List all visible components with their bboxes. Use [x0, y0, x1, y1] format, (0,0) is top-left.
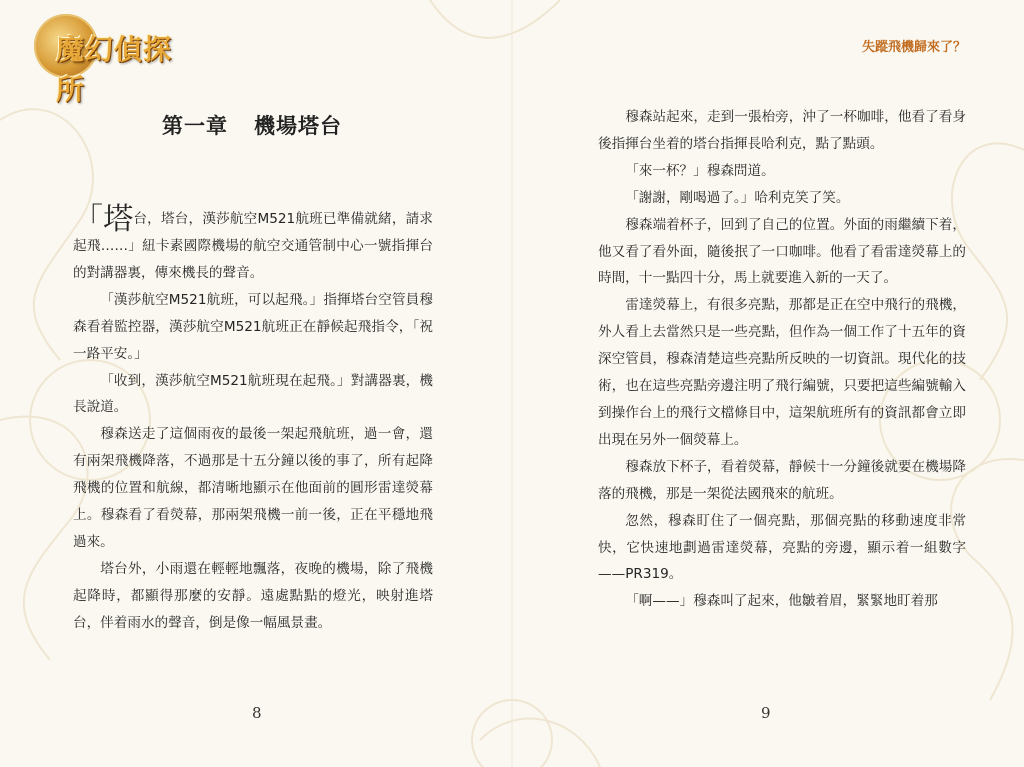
chapter-number: 第一章 — [162, 114, 228, 138]
paragraph: 「塔台，塔台，漢莎航空M521航班已準備就緒，請求起飛……」紐卡素國際機場的航空交通管制中心一號指揮台的對講器裏，傳來機長的聲音。 — [73, 202, 433, 281]
page-number: 9 — [761, 704, 771, 722]
logo-text: 魔幻偵探所 — [56, 33, 173, 106]
paragraph: 塔台外，小雨還在輕輕地飄落，夜晚的機場，除了飛機起降時，都顯得那麼的安靜。遠處點點的燈光，映射進塔台，伴着雨水的聲音，倒是像一幅風景畫。 — [73, 560, 433, 631]
paragraph: 穆森站起來，走到一張枱旁，沖了一杯咖啡，他看了看身後指揮台坐着的塔台指揮長哈利克，點了點頭。 — [598, 109, 966, 152]
paragraph: 穆森送走了這個雨夜的最後一架起飛航班，過一會，還有兩架飛機降落，不過那是十五分鐘以後的事了，所有起降飛機的位置和航線，都清晰地顯示在他面前的圓形雷達熒幕上。穆森看了看熒幕，那兩架飛機一前一後，正在平穩地飛過來。 — [73, 426, 433, 550]
paragraph: 「謝謝，剛喝過了。」哈利克笑了笑。 — [625, 189, 850, 206]
paragraph: 穆森端着杯子，回到了自己的位置。外面的雨繼續下着，他又看了看外面，隨後抿了一口咖啡。他看了看雷達熒幕上的時間，十一點四十分，馬上就要進入新的一天了。 — [598, 216, 966, 287]
paragraph: 「啊——」穆森叫了起來，他皺着眉，緊緊地盯着那 — [625, 593, 938, 610]
running-title: 失蹤飛機歸來了？ — [861, 40, 966, 55]
right-page — [512, 0, 1024, 767]
chapter-title — [162, 110, 342, 140]
paragraph: 「收到，漢莎航空M521航班現在起飛。」對講器裏，機長說道。 — [73, 372, 433, 416]
paragraph: 「漢莎航空M521航班，可以起飛。」指揮塔台空管員穆森看着監控器，漢莎航空M521航班正在靜候起飛指令，「祝一路平安。」 — [73, 291, 433, 362]
paragraph: 「來一杯？」穆森問道。 — [625, 162, 775, 179]
series-logo — [34, 14, 194, 106]
paragraph: 穆森放下杯子，看着熒幕，靜候十一分鐘後就要在機場降落的飛機，那是一架從法國飛來的航班。 — [598, 458, 966, 502]
right-page-body — [598, 104, 966, 615]
chapter-name: 機場塔台 — [254, 114, 342, 138]
page-number: 8 — [252, 704, 262, 722]
drop-cap: 「塔 — [73, 202, 134, 237]
paragraph: 雷達熒幕上，有很多亮點，那都是正在空中飛行的飛機，外人看上去當然只是一些亮點，但作為一個工作了十五年的資深空管員，穆森清楚這些亮點所反映的一切資訊。現代化的技術，也在這些亮點旁邊注明了飛行編號，只要把這些編號輸入到操作台上的飛行文檔條目中，這架航班所有的資訊都會立即出現在另外一個熒幕上。 — [598, 297, 966, 448]
paragraph: 忽然，穆森盯住了一個亮點，那個亮點的移動速度非常快，它快速地劃過雷達熒幕，亮點的旁邊，顯示着一組數字——PR319。 — [598, 512, 966, 583]
left-page-body — [73, 202, 433, 637]
